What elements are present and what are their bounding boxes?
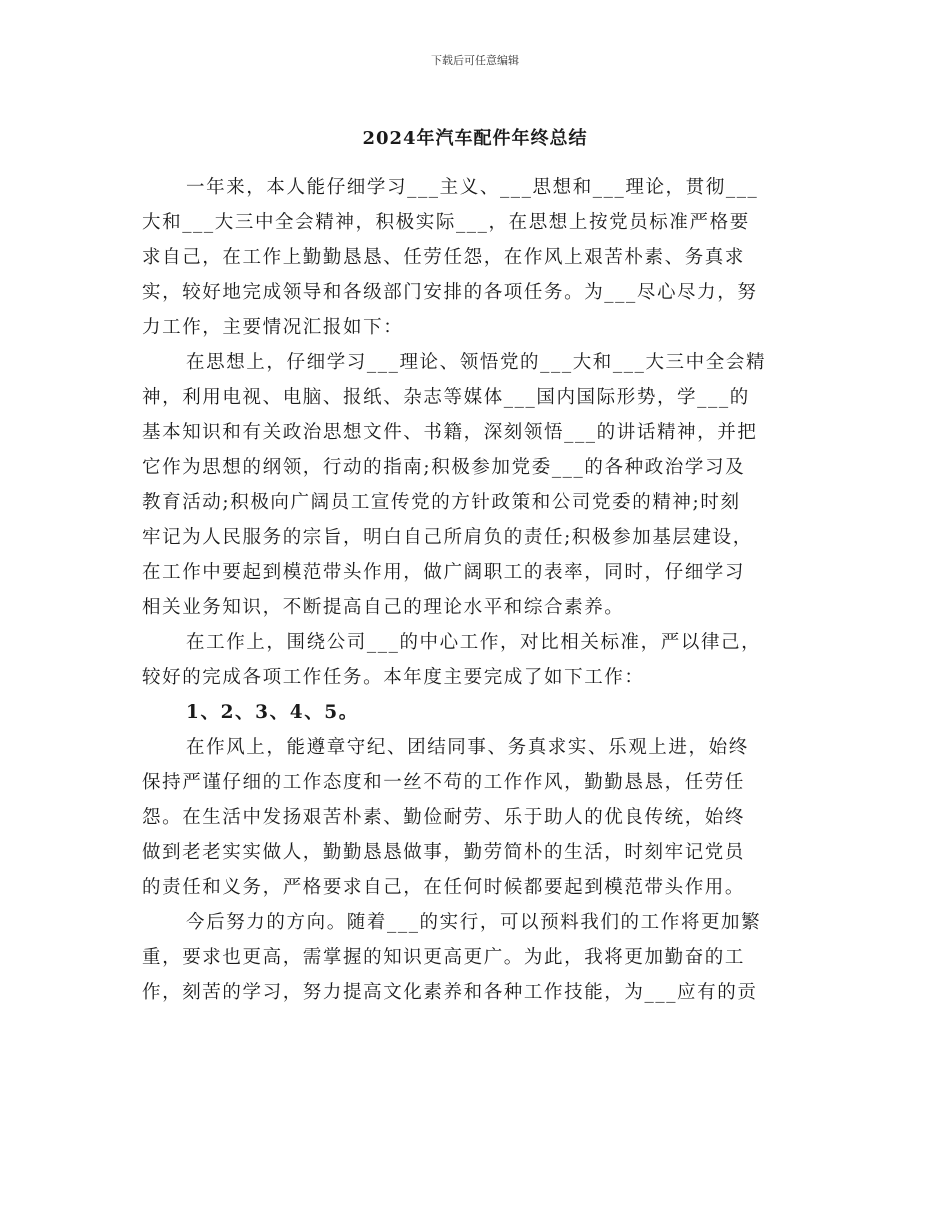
- paragraph-line: 做到老老实实做人，勤勤恳恳做事，勤劳简朴的生活，时刻牢记党员: [142, 842, 746, 863]
- paragraph-line: 力工作，主要情况汇报如下：: [142, 317, 404, 338]
- paragraph-line: 教育活动;积极向广阔员工宣传党的方针政策和公司党委的精神;时刻: [142, 492, 741, 513]
- paragraph-line: 在工作上，围绕公司___的中心工作，对比相关标准，严以律己，: [186, 632, 762, 653]
- paragraph-line: 求自己，在工作上勤勤恳恳、任劳任怨，在作风上艰苦朴素、务真求: [142, 247, 746, 268]
- paragraph-line: 相关业务知识，不断提高自己的理论水平和综合素养。: [142, 597, 625, 618]
- paragraph-line: 在工作中要起到模范带头作用，做广阔职工的表率，同时，仔细学习: [142, 562, 746, 583]
- paragraph-line: 保持严谨仔细的工作态度和一丝不苟的工作作风，勤勤恳恳，任劳任: [142, 772, 746, 793]
- paragraph-line: 在作风上，能遵章守纪、团结同事、务真求实、乐观上进，始终: [186, 737, 749, 758]
- paragraph-line: 它作为思想的纲领，行动的指南;积极参加党委___的各种政治学习及: [142, 457, 746, 478]
- paragraph-line: 牢记为人民服务的宗旨，明白自己所肩负的责任;积极参加基层建设，: [142, 527, 753, 548]
- paragraph-line: 大和___大三中全会精神，积极实际___，在思想上按党员标准严格要: [142, 212, 750, 233]
- paragraph-line: 作，刻苦的学习，努力提高文化素养和各种工作技能，为___应有的贡: [142, 982, 758, 1003]
- paragraph-line: 实，较好地完成领导和各级部门安排的各项任务。为___尽心尽力，努: [142, 282, 758, 303]
- document-body: [142, 170, 810, 1010]
- paragraph-line: 基本知识和有关政治思想文件、书籍，深刻领悟___的讲话精神，并把: [142, 422, 758, 443]
- paragraph-line: 今后努力的方向。随着___的实行，可以预料我们的工作将更加繁: [186, 912, 762, 933]
- document-title: 2024年汽车配件年终总结: [362, 128, 588, 149]
- paragraph-line: 一年来，本人能仔细学习___主义、___思想和___理论，贯彻___: [186, 177, 759, 198]
- page-header-note: 下载后可任意编辑: [431, 54, 519, 67]
- paragraph-line: 怨。在生活中发扬艰苦朴素、勤俭耐劳、乐于助人的优良传统，始终: [142, 807, 746, 828]
- paragraph-line: 较好的完成各项工作任务。本年度主要完成了如下工作：: [142, 667, 645, 688]
- numbered-list-line: 1、2、3、4、5。: [186, 702, 359, 723]
- paragraph-line: 神，利用电视、电脑、报纸、杂志等媒体___国内国际形势，学___的: [142, 387, 750, 408]
- paragraph-line: 的责任和义务，严格要求自己，在任何时候都要起到模范带头作用。: [142, 877, 746, 898]
- paragraph-line: 在思想上，仔细学习___理论、领悟党的___大和___大三中全会精: [186, 352, 767, 373]
- paragraph-line: 重，要求也更高，需掌握的知识更高更广。为此，我将更加勤奋的工: [142, 947, 746, 968]
